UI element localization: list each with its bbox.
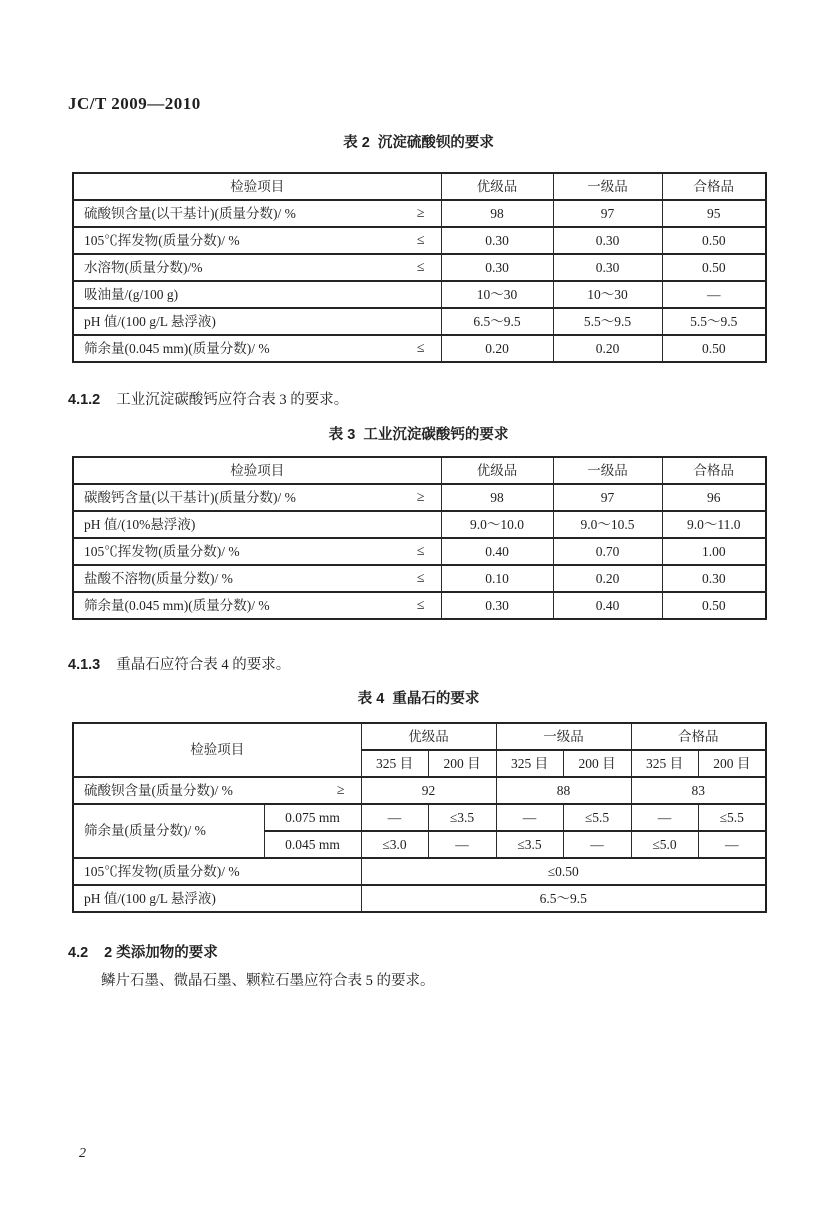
- table-header-row: [73, 723, 766, 750]
- le-symbol: ≤: [416, 570, 425, 586]
- cell-value: 0.30: [441, 227, 553, 254]
- cell-value: 96: [662, 484, 766, 511]
- item-label: pH 值/(10%悬浮液): [84, 516, 196, 532]
- cell-value: 9.0～10.5: [553, 511, 662, 538]
- table-row: [73, 227, 766, 254]
- cell-value: 0.50: [662, 227, 766, 254]
- item-label: 105℃挥发物(质量分数)/ %: [84, 543, 240, 559]
- table3-industrial-precipitated-calcium-carbonate: [72, 456, 767, 620]
- document-number-header: JC/T 2009—2010: [68, 94, 201, 113]
- cell-value: ≤3.5: [428, 804, 496, 831]
- cell-value: —: [698, 831, 766, 858]
- cell-value: 5.5～9.5: [662, 308, 766, 335]
- cell-value: 0.30: [441, 254, 553, 281]
- mesh-header: 325 目: [496, 750, 563, 777]
- column-header-qualified: 合格品: [662, 457, 766, 484]
- clause-text: 工业沉淀碳酸钙应符合表 3 的要求。: [116, 392, 349, 408]
- cell-sieve-size: 0.045 mm: [264, 831, 361, 858]
- cell-value: —: [496, 804, 563, 831]
- le-symbol: ≤: [416, 340, 425, 356]
- cell-value: 0.70: [553, 538, 662, 565]
- table-row: [73, 511, 766, 538]
- cell-value: 98: [441, 200, 553, 227]
- cell-value: —: [361, 804, 428, 831]
- cell-value: 1.00: [662, 538, 766, 565]
- cell-item: [73, 538, 441, 565]
- column-header-first-grade: 一级品: [553, 457, 662, 484]
- cell-value: —: [563, 831, 631, 858]
- column-header-premium: 优级品: [441, 173, 553, 200]
- column-header-item: 检验项目: [73, 173, 441, 200]
- table-row: [73, 308, 766, 335]
- table-row: [73, 200, 766, 227]
- item-label: 水溶物(质量分数)/%: [84, 259, 203, 275]
- cell-value: 97: [553, 200, 662, 227]
- column-header-item: 检验项目: [73, 723, 361, 777]
- ge-symbol: ≥: [336, 782, 345, 798]
- cell-value: ≤3.0: [361, 831, 428, 858]
- cell-value: 0.50: [662, 335, 766, 362]
- page-number: 2: [79, 1146, 86, 1161]
- cell-value-merged: ≤0.50: [361, 858, 766, 885]
- cell-value: —: [428, 831, 496, 858]
- cell-value: 9.0～11.0: [662, 511, 766, 538]
- table4-barite-requirements: [72, 722, 767, 913]
- clause-4-1-2: [68, 388, 348, 409]
- mesh-header: 200 目: [428, 750, 496, 777]
- table2-precipitated-barium-sulfate: [72, 172, 767, 363]
- cell-value: 0.10: [441, 565, 553, 592]
- cell-value: 0.30: [662, 565, 766, 592]
- cell-value: 0.30: [553, 254, 662, 281]
- table-row: [73, 484, 766, 511]
- column-header-first-grade: 一级品: [553, 173, 662, 200]
- cell-item: [73, 308, 441, 335]
- table4-title: 表 4 重晶石的要求: [357, 691, 480, 707]
- cell-item: pH 值/(100 g/L 悬浮液): [73, 885, 361, 912]
- item-label: 碳酸钙含量(以干基计)(质量分数)/ %: [84, 489, 296, 505]
- column-header-premium: 优级品: [361, 723, 496, 750]
- cell-value: 0.50: [662, 592, 766, 619]
- table-row: [73, 777, 766, 804]
- table-row: [73, 565, 766, 592]
- clause-title: 2 类添加物的要求: [104, 945, 218, 961]
- item-label: 筛余量(0.045 mm)(质量分数)/ %: [84, 597, 270, 613]
- le-symbol: ≤: [416, 259, 425, 275]
- cell-value: 0.40: [553, 592, 662, 619]
- cell-value: 88: [496, 777, 631, 804]
- cell-value: 9.0～10.0: [441, 511, 553, 538]
- cell-sieve-size: 0.075 mm: [264, 804, 361, 831]
- table-row: [73, 804, 766, 831]
- cell-value: 10～30: [553, 281, 662, 308]
- le-symbol: ≤: [416, 232, 425, 248]
- cell-value: 92: [361, 777, 496, 804]
- cell-value: 0.30: [553, 227, 662, 254]
- item-label: 盐酸不溶物(质量分数)/ %: [84, 570, 233, 586]
- column-header-qualified: 合格品: [662, 173, 766, 200]
- clause-number: 4.1.3: [68, 657, 101, 673]
- item-label: 筛余量(0.045 mm)(质量分数)/ %: [84, 340, 270, 356]
- mesh-header: 325 目: [361, 750, 428, 777]
- cell-item: [73, 281, 441, 308]
- cell-value: 5.5～9.5: [553, 308, 662, 335]
- cell-value: 0.40: [441, 538, 553, 565]
- cell-item: 筛余量(质量分数)/ %: [73, 804, 264, 858]
- table-header-row: [73, 457, 766, 484]
- table-row: [73, 254, 766, 281]
- le-symbol: ≤: [416, 543, 425, 559]
- cell-value-merged: 6.5～9.5: [361, 885, 766, 912]
- mesh-header: 200 目: [698, 750, 766, 777]
- item-label: 吸油量/(g/100 g): [84, 286, 179, 302]
- cell-item: [73, 565, 441, 592]
- table-row: [73, 858, 766, 885]
- cell-value: 95: [662, 200, 766, 227]
- ge-symbol: ≥: [416, 205, 425, 221]
- clause-4-1-3: [68, 653, 290, 674]
- cell-value: 10～30: [441, 281, 553, 308]
- cell-value: 97: [553, 484, 662, 511]
- cell-value: 0.20: [553, 335, 662, 362]
- cell-item: 105℃挥发物(质量分数)/ %: [73, 858, 361, 885]
- cell-value: ≤3.5: [496, 831, 563, 858]
- ge-symbol: ≥: [416, 489, 425, 505]
- column-header-item: 检验项目: [73, 457, 441, 484]
- item-label: 105℃挥发物(质量分数)/ %: [84, 232, 240, 248]
- cell-value: —: [631, 804, 698, 831]
- clause-4-2-body: 鳞片石墨、微晶石墨、颗粒石墨应符合表 5 的要求。: [101, 973, 435, 989]
- cell-item: [73, 254, 441, 281]
- table-row: [73, 592, 766, 619]
- item-label: pH 值/(100 g/L 悬浮液): [84, 313, 216, 329]
- cell-value: 83: [631, 777, 766, 804]
- table-row: [73, 538, 766, 565]
- mesh-header: 200 目: [563, 750, 631, 777]
- cell-item: [73, 511, 441, 538]
- cell-value: ≤5.0: [631, 831, 698, 858]
- cell-value: 0.20: [553, 565, 662, 592]
- cell-item: [73, 592, 441, 619]
- table-row: [73, 281, 766, 308]
- table2-title: 表 2 沉淀硫酸钡的要求: [343, 135, 494, 151]
- clause-4-2-heading: [68, 941, 218, 962]
- column-header-first-grade: 一级品: [496, 723, 631, 750]
- cell-value: ≤5.5: [563, 804, 631, 831]
- cell-value: 0.20: [441, 335, 553, 362]
- cell-item: [73, 227, 441, 254]
- mesh-header: 325 目: [631, 750, 698, 777]
- cell-item: [73, 777, 361, 804]
- table3-title: 表 3 工业沉淀碳酸钙的要求: [328, 427, 509, 443]
- cell-value: 0.50: [662, 254, 766, 281]
- cell-value: 98: [441, 484, 553, 511]
- table-row: [73, 885, 766, 912]
- cell-item: [73, 335, 441, 362]
- table-row: [73, 335, 766, 362]
- column-header-premium: 优级品: [441, 457, 553, 484]
- item-label: 硫酸钡含量(质量分数)/ %: [84, 782, 233, 798]
- le-symbol: ≤: [416, 597, 425, 613]
- cell-item: [73, 484, 441, 511]
- column-header-qualified: 合格品: [631, 723, 766, 750]
- cell-value: —: [662, 281, 766, 308]
- clause-number: 4.2: [68, 945, 89, 961]
- cell-value: ≤5.5: [698, 804, 766, 831]
- item-label: 硫酸钡含量(以干基计)(质量分数)/ %: [84, 205, 296, 221]
- cell-item: [73, 200, 441, 227]
- cell-value: 6.5～9.5: [441, 308, 553, 335]
- table-header-row: [73, 173, 766, 200]
- cell-value: 0.30: [441, 592, 553, 619]
- clause-number: 4.1.2: [68, 392, 101, 408]
- clause-text: 重晶石应符合表 4 的要求。: [116, 657, 291, 673]
